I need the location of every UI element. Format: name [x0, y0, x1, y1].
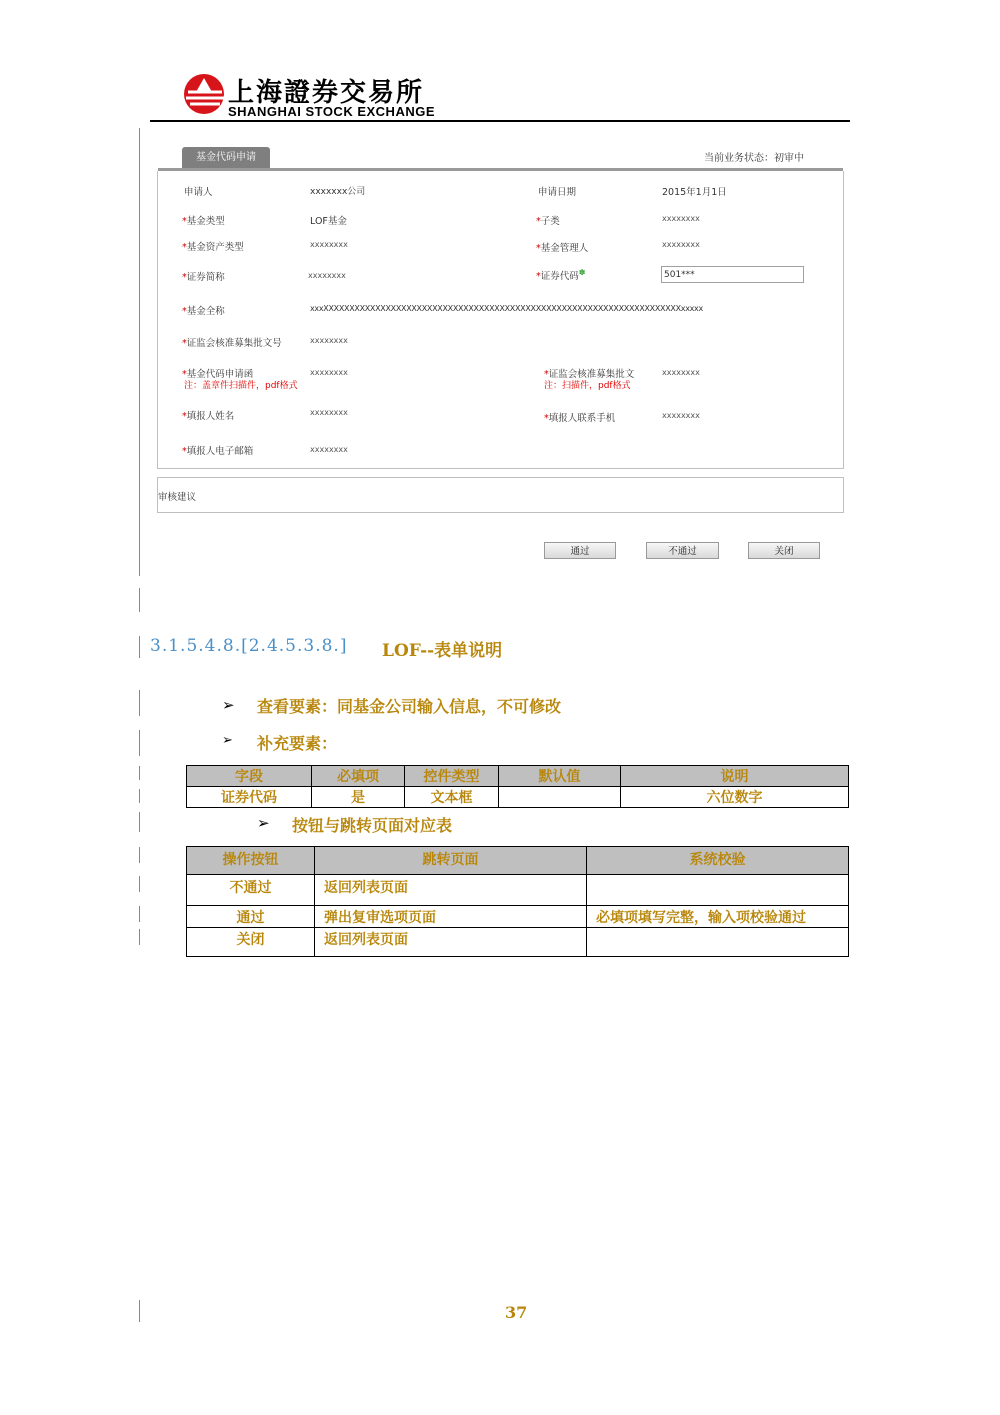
- table-cell: [587, 928, 849, 957]
- change-bar: [139, 766, 140, 780]
- change-bar: [139, 730, 140, 756]
- subtype-label: 子类: [540, 216, 560, 227]
- close-button[interactable]: 关闭: [748, 542, 820, 559]
- table-header-cell: 字段: [187, 766, 312, 787]
- applicant-label: 申请人: [184, 187, 213, 198]
- subtype-value: xxxxxxxx: [662, 214, 700, 223]
- change-bar: [139, 789, 140, 803]
- required-mark: *: [536, 271, 541, 282]
- table-header-cell: 说明: [621, 766, 849, 787]
- apply-date-value: 2015年1月1日: [662, 187, 727, 198]
- full-name-value: xxxXXXXXXXXXXXXXXXXXXXXXXXXXXXXXXXXXXXXXXXXXXXXXXXXXXXXXXXXXXXXXXXXXXXXXxxxxx: [310, 304, 703, 313]
- table-cell: 是: [312, 787, 405, 808]
- reporter-name-label: 填报人姓名: [186, 411, 235, 422]
- fields-table: [186, 765, 849, 808]
- sse-logo-icon: [182, 72, 230, 116]
- csrc-doc-note: 注：扫描件，pdf格式: [544, 381, 631, 391]
- code-label: 证券代码: [540, 271, 579, 282]
- table-cell: 通过: [187, 906, 315, 928]
- table-header-cell: 控件类型: [405, 766, 499, 787]
- review-comment-field[interactable]: [157, 477, 844, 513]
- applicant-value: xxxxxxx公司: [310, 187, 366, 197]
- change-bar: [139, 128, 140, 576]
- change-bar: [139, 929, 140, 945]
- apply-date-label: 申请日期: [538, 187, 577, 198]
- table-row: [187, 928, 849, 957]
- section-number: 3.1.5.4.8.[2.4.5.3.8.]: [150, 636, 348, 656]
- table-cell: 关闭: [187, 928, 315, 957]
- button-mapping-heading: 按钮与跳转页面对应表: [292, 816, 453, 835]
- asset-type-label: 基金资产类型: [186, 242, 244, 253]
- change-bar: [139, 906, 140, 922]
- logo-english-name: SHANGHAI STOCK EXCHANGE: [228, 104, 436, 119]
- table-row: [187, 906, 849, 928]
- change-bar: [139, 636, 140, 658]
- csrc-doc-no-label: 证监会核准募集批文号: [186, 338, 282, 349]
- table-cell: 返回列表页面: [315, 928, 587, 957]
- code-app-letter-value: xxxxxxxx: [310, 368, 348, 377]
- table-cell: [499, 787, 621, 808]
- fund-type-value: LOF基金: [310, 216, 347, 227]
- required-mark: *: [536, 216, 541, 227]
- section-title: LOF--表单说明: [382, 641, 503, 661]
- table-cell: 返回列表页面: [315, 875, 587, 906]
- table-cell: 必填项填写完整，输入项校验通过: [587, 906, 849, 928]
- bullet-arrow-icon: ➢: [257, 814, 270, 832]
- table-cell: 弹出复审选项页面: [315, 906, 587, 928]
- required-mark: *: [182, 411, 187, 422]
- tab-fund-code-application[interactable]: 基金代码申请: [182, 147, 270, 168]
- change-bar: [139, 812, 140, 832]
- change-bar: [139, 690, 140, 716]
- table-row: [187, 875, 849, 906]
- change-bar: [139, 847, 140, 863]
- bullet-arrow-icon: ➢: [222, 696, 235, 714]
- required-mark: *: [182, 446, 187, 457]
- fund-type-label: 基金类型: [186, 216, 225, 227]
- full-name-label: 基金全称: [186, 306, 225, 317]
- table-cell: 文本框: [405, 787, 499, 808]
- reporter-phone-label: 填报人联系手机: [548, 413, 616, 424]
- table-cell: 证券代码: [187, 787, 312, 808]
- reporter-email-value: xxxxxxxx: [310, 445, 348, 454]
- table-row: [187, 787, 849, 808]
- reporter-phone-value: xxxxxxxx: [662, 411, 700, 420]
- view-elements-text: 查看要素：同基金公司输入信息，不可修改: [257, 697, 562, 716]
- refresh-icon[interactable]: ✽: [578, 268, 586, 277]
- code-app-letter-label: 基金代码申请函: [186, 369, 254, 380]
- required-mark: *: [544, 369, 549, 380]
- supplement-elements-text: 补充要素：: [257, 734, 338, 753]
- button-mapping-table: [186, 846, 849, 957]
- change-bar: [139, 1300, 140, 1322]
- required-mark: *: [182, 306, 187, 317]
- header-rule: [150, 120, 850, 122]
- logo-chinese-name: 上海證券交易所: [228, 78, 425, 108]
- reject-button[interactable]: 不通过: [646, 542, 719, 559]
- change-bar: [139, 876, 140, 892]
- reporter-email-label: 填报人电子邮箱: [186, 446, 254, 457]
- table-header-cell: 跳转页面: [315, 847, 587, 875]
- pass-button[interactable]: 通过: [544, 542, 616, 559]
- change-bar: [139, 588, 140, 612]
- required-mark: *: [182, 369, 187, 380]
- table-header-cell: 系统校验: [587, 847, 849, 875]
- table-header-cell: 操作按钮: [187, 847, 315, 875]
- csrc-doc-label: 证监会核准募集批文: [548, 369, 635, 380]
- table-header-cell: 必填项: [312, 766, 405, 787]
- business-status: 当前业务状态：初审中: [704, 153, 804, 164]
- required-mark: *: [536, 243, 541, 254]
- table-header-row: [187, 847, 849, 875]
- csrc-doc-no-value: xxxxxxxx: [310, 336, 348, 345]
- table-cell: 不通过: [187, 875, 315, 906]
- manager-value: xxxxxxxx: [662, 240, 700, 249]
- required-mark: *: [182, 272, 187, 283]
- code-app-letter-note: 注：盖章件扫描件，pdf格式: [184, 381, 298, 391]
- table-cell: 六位数字: [621, 787, 849, 808]
- form-panel: [157, 171, 844, 469]
- asset-type-value: xxxxxxxx: [310, 240, 348, 249]
- required-mark: *: [182, 338, 187, 349]
- manager-label: 基金管理人: [540, 243, 589, 254]
- reporter-name-value: xxxxxxxx: [310, 408, 348, 417]
- review-comment-label: 审核建议: [158, 492, 197, 503]
- bullet-arrow-icon: ➢: [222, 733, 233, 748]
- csrc-doc-value: xxxxxxxx: [662, 368, 700, 377]
- table-cell: [587, 875, 849, 906]
- short-name-value: xxxxxxxx: [308, 271, 346, 280]
- required-mark: *: [182, 216, 187, 227]
- security-code-input[interactable]: 501***: [661, 266, 804, 283]
- page-number: 37: [505, 1303, 528, 1322]
- required-mark: *: [182, 242, 187, 253]
- short-name-label: 证券简称: [186, 272, 225, 283]
- required-mark: *: [544, 413, 549, 424]
- table-header-row: [187, 766, 849, 787]
- table-header-cell: 默认值: [499, 766, 621, 787]
